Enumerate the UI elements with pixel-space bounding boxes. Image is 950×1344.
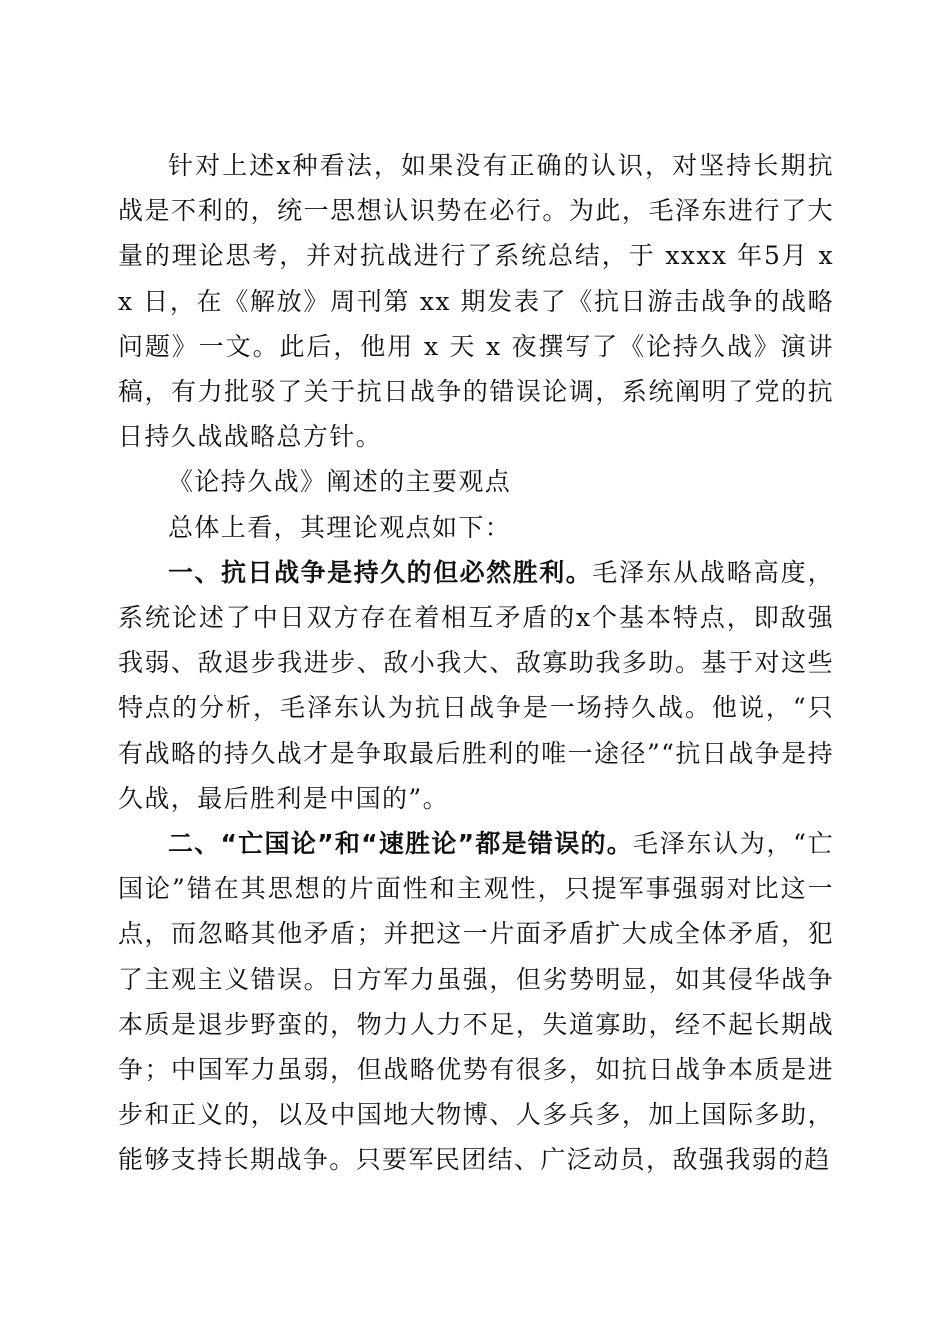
point-2-body: 毛泽东认为，“亡国论”错在其思想的片面性和主观性，只提军事强弱对比这一点，而忽略其他矛盾；并把这一片面矛盾扩大成全体矛盾，犯了主观主义错误。日方军力虽强，但劣势明显，如其侵华战争本质是退步野蛮的，物力人力不足，失道寡助，经不起长期战争；中国军力虽弱，但战略优势有很多，如抗日战争本质是进步和正义的，以及中国地大物博、人多兵多，加上国际多助，能够支持长期战争。只要军民团结、广泛动员，敌强我弱的趋 [118, 829, 834, 1175]
intro-line: 总体上看，其理论观点如下： [168, 512, 512, 542]
section-title: 《论持久战》阐述的主要观点 [168, 467, 512, 497]
document-body [118, 143, 834, 1183]
point-2-paragraph [118, 821, 834, 1183]
point-1-heading: 一、抗日战争是持久的但必然胜利。 [168, 557, 593, 587]
point-1-paragraph [118, 550, 834, 821]
point-2-heading: 二、“亡国论”和“速胜论”都是错误的。 [168, 829, 634, 859]
point-1-body: 毛泽东从战略高度，系统论述了中日双方存在着相互矛盾的x个基本特点，即敌强我弱、敌退步我进步、敌小我大、敌寡助我多助。基于对这些特点的分析，毛泽东认为抗日战争是一场持久战。他说，“只有战略的持久战才是争取最后胜利的唯一途径”“抗日战争是持久战，最后胜利是中国的”。 [118, 557, 834, 813]
paragraph-background: 针对上述x种看法，如果没有正确的认识，对坚持长期抗战是不利的，统一思想认识势在必行。为此，毛泽东进行了大量的理论思考，并对抗战进行了系统总结，于 xxxx 年5月 xx 日，在《解放》周刊第 xx 期发表了《抗日游击战争的战略问题》一文。此后，他用 x 天 x 夜撰写了《论持久战》演讲稿，有力批驳了关于抗日战争的错误论调，系统阐明了党的抗日持久战战略总方针。 [118, 151, 834, 452]
